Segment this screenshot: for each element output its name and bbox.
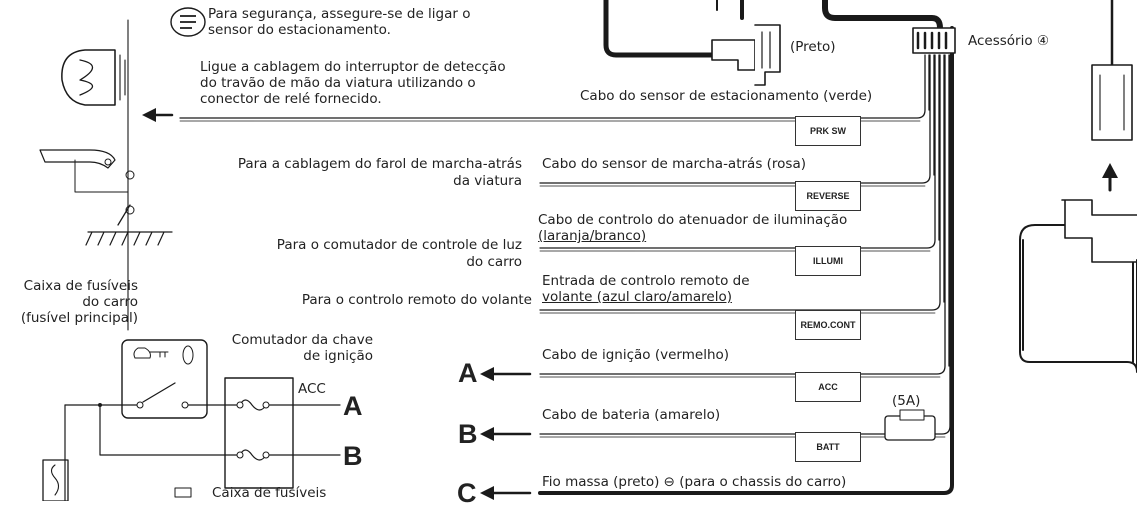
fuse-box [225,378,293,488]
target-reverse-2: da viatura [453,173,522,189]
ground-symbol [86,232,172,245]
wire-label-remote-2: volante (azul claro/amarelo) [542,289,732,305]
wire-label-battery: Cabo de bateria (amarelo) [542,407,721,423]
black-plug-connector [712,40,755,70]
main-harness-cable [606,0,712,55]
wire-label-illumi-1: Cabo de controlo do atenuador de iluminação [538,212,848,228]
wire-label-reverse: Cabo do sensor de marcha-atrás (rosa) [542,156,807,172]
target-light-2: do carro [466,254,522,270]
tag-batt: BATT [795,432,861,462]
tag-prk-sw: PRK SW [795,116,861,146]
target-reverse-1: Para a cablagem do farol de marcha-atrás [237,156,522,172]
ignition-switch-1: Comutador da chave [231,332,373,348]
acc-label: ACC [298,381,326,397]
handbrake-note-line2: do travão de mão da viatura utilizando o [200,75,476,91]
arrow-b-letter: B [458,419,478,449]
wire-label-illumi-2: (laranja/branco) [538,228,647,244]
right-plug [1092,65,1132,140]
parking-note-line2: sensor do estacionamento. [208,22,391,38]
terminal-a: A [343,391,363,421]
tag-reverse: REVERSE [795,181,861,211]
car-fuse-box-1: Caixa de fusíveis [23,278,138,294]
target-steering: Para o controlo remoto do volante [301,292,532,308]
car-fuse-box-2: do carro [82,294,138,310]
fuse-rating: (5A) [892,393,921,409]
handbrake-note-line3: conector de relé fornecido. [200,91,382,107]
black-plug-label: (Preto) [790,39,836,55]
fuse-box-bottom-label: Caixa de fusíveis [212,485,327,501]
tag-illumi: ILLUMI [795,246,861,276]
handbrake-lamp-icon [62,50,115,105]
arrow-a-letter: A [458,358,478,388]
handbrake-note-line1: Ligue a cablagem do interruptor de detecção [200,59,506,75]
car-fuse-box-3: (fusível principal) [20,310,138,326]
arrow-c-letter: C [457,478,477,508]
wire-label-ground: Fio massa (preto) ⊖ (para o chassis do carro) [542,474,847,490]
wire-label-parking: Cabo do sensor de estacionamento (verde) [580,88,873,104]
tag-remo-cont: REMO.CONT [795,310,861,340]
target-light-1: Para o comutador de controle de luz [276,237,522,253]
accessory-connector [913,28,955,53]
accessory-label: Acessório ④ [968,33,1050,49]
wire-label-ignition: Cabo de ignição (vermelho) [542,347,730,363]
tag-acc: ACC [795,372,861,402]
note-icon [171,8,205,36]
ignition-switch-2: de ignição [303,348,373,364]
parking-note-line1: Para segurança, assegure-se de ligar o [208,6,471,22]
wire-label-remote-1: Entrada de controlo remoto de [542,273,750,289]
terminal-b: B [343,441,363,471]
